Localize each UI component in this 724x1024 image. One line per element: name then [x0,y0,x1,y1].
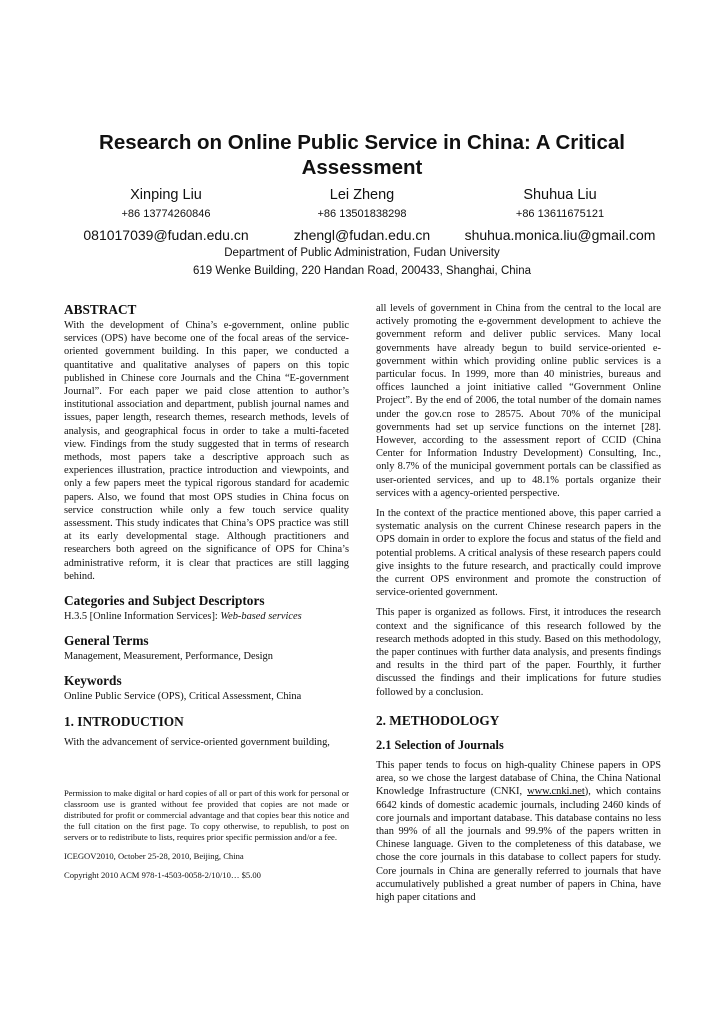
copyright-line: Copyright 2010 ACM 978-1-4503-0058-2/10/10… $5.00 [64,870,261,880]
introduction-text: With the advancement of service-oriented government building, [64,736,330,748]
permission-notice: Permission to make digital or hard copies of all or part of this work for personal or classroom use is granted without fee provided that copies are not made or distributed for profit or commercial advantage and that copies bear this notice and the full citation on the first page. To copy otherwise, to republish, to post on servers or to redistribute to lists, requires prior specific permission and/or a fee. [64,788,349,842]
intro-paragraph-1: all levels of government in China from the central to the local are actively promoting the e-government development to achieve the government reform and deliver public services. Many local governments have already begun to build service-oriented e-government within which providing online public services is a particular focus. In 1999, more than 40 ministries, bureaus and offices launched a joint initiative called “Government Online Project”. By the end of 2006, the total number of the domain names under the gov.cn rose to 28575. About 70% of the municipal governments had set up service functions on the internet [28]. However, according to the assessment report of CCID (China Center for Information Industry Development) Consulting, Inc., only 8.7% of the municipal government portals can be classified as user-oriented services, and up to 48.1% portals organize their services with a agency-oriented perspective. [376,303,661,499]
general-terms-heading: General Terms [64,633,149,649]
categories-text [64,610,349,623]
categories-subject: Web-based services [220,611,302,623]
author-phone: +86 13774260846 [121,208,211,220]
keywords-text: Online Public Service (OPS), Critical Assessment, China [64,691,302,703]
left-column [64,302,349,759]
author-email: 081017039@fudan.edu.cn [83,227,249,243]
paper-title: Research on Online Public Service in China: A Critical Assessment [99,131,625,179]
intro-paragraph-2: In the context of the practice mentioned above, this paper carried a systematic analysis on the current Chinese research papers in the OPS domain in order to explore the focus and status of the field and potential problems. A critical analysis of these research papers could give insights to the future research, and practically could improve the current OPS environment and promote the construction of service-oriented government. [376,508,661,599]
affiliation-department: Department of Public Administration, Fudan University [224,247,500,259]
methodology-heading: 2. METHODOLOGY [376,712,500,728]
keywords-section [64,673,349,703]
methodology-text-start: This paper tends to focus on high-quality Chinese papers in OPS area, so we chose the largest database of China, the China National Knowledge Infrastructure (CNKI, [376,759,661,798]
general-terms-text: Management, Measurement, Performance, Design [64,651,273,663]
methodology-paragraph [376,759,661,904]
general-terms-section [64,633,349,663]
intro-paragraph-3: This paper is organized as follows. First, it introduces the research context and the significance of this research followed by the research methods adopted in this study. Based on this methodology, the paper continues with further data analysis, and presents findings and results in the third part of the paper. Fourthly, it further discussed the findings and their implications for future studies followed by a conclusion. [376,607,661,698]
abstract-text: With the development of China’s e-government, online public services (OPS) have become one of the focal areas of the service-oriented government building. In this paper, we conducted a quantitative and qualitative analyses of papers on this topic published in Chinese core Journals and the China “E-government Journal”. For each paper we paid close attention to author’s institutional association and department, publish journal names and issues, paper length, research themes, research methods, levels of analysis, and geographical focus in order to take a multi-faceted view. Findings from the study suggested that in terms of research methods, most papers take a descriptive approach such as experiences illustration, practice introduction and viewpoints, and only a few papers meet the typical rigorous standard for academic papers. Also, we found that most OPS studies in China focus on service construction while only a few touch service quality assessment. This study indicates that China’s OPS practice was still at its early developmental stage. Although practitioners and researchers both agreed on the significance of OPS for China’s administrative reform, it is clear that practices are still lagging behind. [64,320,349,582]
abstract-section [64,302,349,583]
author-email: shuhua.monica.liu@gmail.com [464,227,656,243]
author-name: Shuhua Liu [523,187,597,203]
introduction-section [64,714,349,749]
abstract-heading: ABSTRACT [64,302,137,317]
right-column [376,302,661,911]
copyright-box [64,788,349,889]
keywords-heading: Keywords [64,673,122,689]
conference-line: ICEGOV2010, October 25-28, 2010, Beijing, China [64,851,244,861]
categories-heading: Categories and Subject Descriptors [64,593,265,609]
categories-descriptor: H.3.5 [Online Information Services]: [64,611,221,623]
author-name: Xinping Liu [130,187,202,203]
introduction-heading: 1. INTRODUCTION [64,713,184,729]
methodology-text-end: ), which contains 6642 kinds of domestic academic journals, including 2460 kinds of core journals and important database. This database contains no less than 99% of all the journals and 99.9% of the papers written in Chinese language. Given to the completeness of this database, we chose the core journals in this database to collect papers for study. Core journals in China are generally referred to journals that have accumulatively published a great number of papers in China, have high paper citations and [376,786,661,903]
selection-journals-heading: 2.1 Selection of Journals [376,737,504,752]
author-phone: +86 13501838298 [317,208,407,220]
author-name: Lei Zheng [329,187,395,203]
affiliation-address: 619 Wenke Building, 220 Handan Road, 200433, Shanghai, China [192,265,531,277]
categories-section [64,593,349,623]
author-phone: +86 13611675121 [515,208,605,220]
author-email: zhengl@fudan.edu.cn [293,227,431,243]
cnki-link[interactable]: www.cnki.net [527,786,585,798]
